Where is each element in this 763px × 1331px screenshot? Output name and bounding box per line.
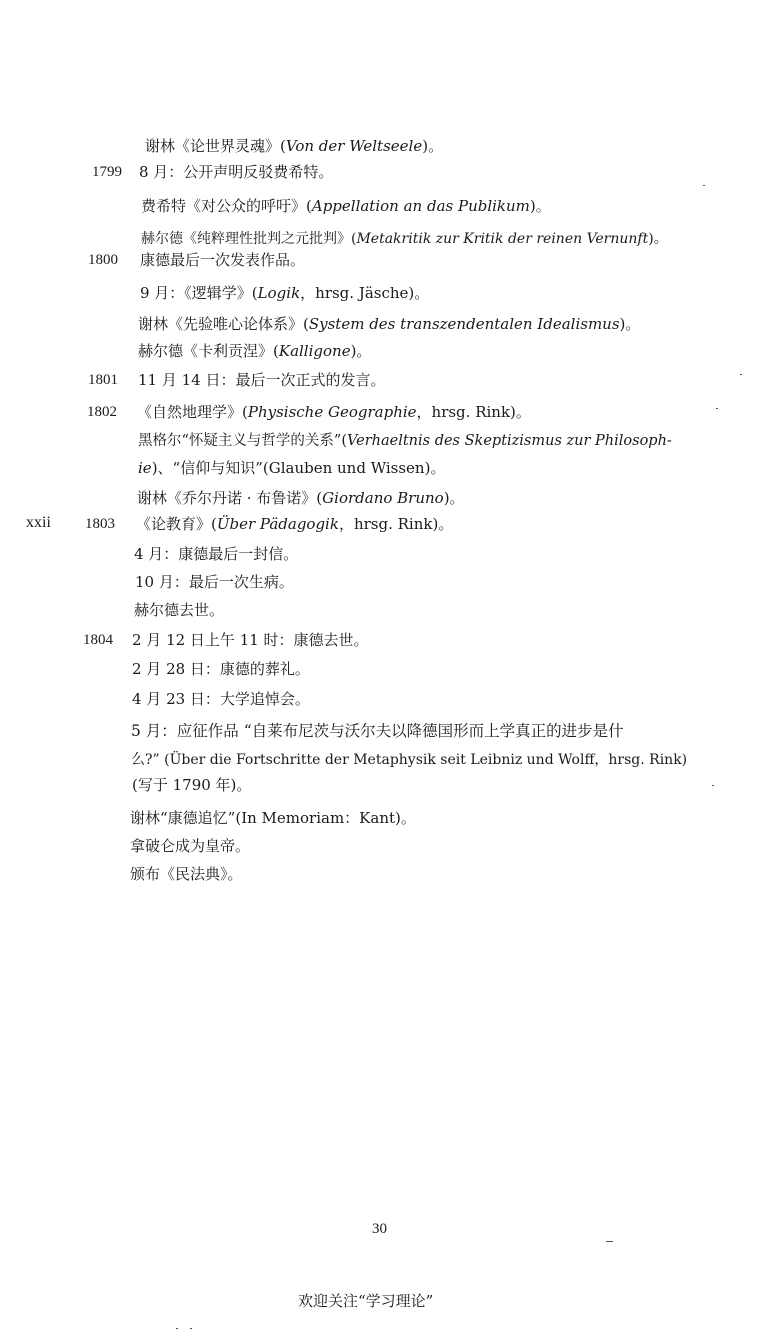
year-label: 1802 — [87, 404, 117, 420]
entry-line — [140, 250, 305, 270]
entry-italic-title: ie — [138, 459, 152, 477]
entry-text: 么?” (Über die Fortschritte der Metaphysik seit Leibniz und Wolff，hrsg. Rink) — [131, 752, 688, 768]
scan-speck — [712, 785, 714, 786]
entry-line — [132, 659, 310, 679]
entry-line — [132, 630, 369, 650]
entry-italic-title: Metakritik zur Kritik der reinen Vernunft — [356, 231, 649, 247]
entry-italic-title: Über Pädagogik — [216, 515, 339, 533]
entry-line — [138, 431, 672, 451]
entry-line — [130, 836, 250, 856]
entry-text: 谢林《论世界灵魂》( — [145, 137, 286, 155]
scan-speck — [740, 374, 742, 375]
entry-line — [138, 458, 445, 478]
entry-line — [141, 196, 551, 216]
entry-text: 10 月：最后一次生病。 — [135, 573, 294, 591]
entry-line — [130, 808, 416, 828]
scan-speck — [606, 1241, 613, 1242]
entry-line — [137, 402, 531, 422]
entry-line — [138, 370, 385, 390]
entry-italic-title: Kalligone — [278, 342, 351, 360]
year-label: 1801 — [88, 372, 118, 388]
scan-speck — [190, 1328, 192, 1329]
entry-text: 谢林《先验唯心论体系》( — [138, 315, 309, 333]
entry-text: 9 月：《逻辑学》( — [140, 284, 258, 302]
entry-text-tail: )。 — [422, 137, 444, 155]
entry-text: 赫尔德《卡利贡涅》( — [138, 342, 279, 360]
entry-line — [130, 864, 243, 884]
entry-italic-title: System des transzendentalen Idealismus — [308, 315, 620, 333]
entry-line — [138, 314, 640, 334]
entry-text-tail: )。 — [350, 342, 372, 360]
entry-text: (写于 1790 年)。 — [132, 776, 252, 794]
entry-line — [134, 600, 224, 620]
entry-line — [136, 514, 453, 534]
entry-line — [131, 750, 687, 770]
entry-line — [140, 283, 429, 303]
year-label: 1800 — [88, 252, 118, 268]
entry-line — [135, 572, 294, 592]
scan-speck — [716, 408, 718, 409]
entry-italic-title: Appellation an das Publikum — [311, 197, 530, 215]
scan-speck — [703, 185, 705, 186]
scan-speck — [176, 1328, 178, 1329]
entry-text: 赫尔德《纯粹理性批判之元批判》( — [141, 231, 357, 247]
entry-text-tail: ，hrsg. Jäsche)。 — [300, 284, 430, 302]
entry-text: 《自然地理学》( — [137, 403, 248, 421]
entry-text: 颁布《民法典》。 — [130, 865, 243, 883]
entry-text-tail: ，hrsg. Rink)。 — [338, 515, 454, 533]
year-label: 1803 — [85, 516, 115, 532]
page-number: 30 — [372, 1221, 387, 1237]
entry-italic-title: Von der Weltseele — [285, 137, 423, 155]
margin-page-label: xxii — [26, 514, 51, 531]
entry-italic-title: Logik — [257, 284, 301, 302]
entry-line — [138, 341, 371, 361]
entry-text: 《论教育》( — [136, 515, 217, 533]
entry-text-tail: )。 — [529, 197, 551, 215]
footer-text: 欢迎关注“学习理论” — [298, 1292, 434, 1310]
entry-line — [131, 721, 624, 741]
entry-line — [134, 544, 298, 564]
entry-text: 赫尔德去世。 — [134, 601, 225, 619]
entry-text: 11 月 14 日：最后一次正式的发言。 — [138, 371, 386, 389]
entry-text: 4 月：康德最后一封信。 — [134, 545, 299, 563]
entry-text: 8 月：公开声明反驳费希特。 — [139, 163, 334, 181]
entry-italic-title: Physische Geographie — [247, 403, 417, 421]
entry-text: 2 月 28 日：康德的葬礼。 — [132, 660, 310, 678]
entry-text-tail: ，hrsg. Rink)。 — [416, 403, 531, 421]
entry-text: 4 月 23 日：大学追悼会。 — [132, 690, 310, 708]
entry-line — [132, 689, 310, 709]
entry-text: 5 月：应征作品 “自莱布尼茨与沃尔夫以降德国形而上学真正的进步是什 — [131, 722, 624, 740]
entry-text-tail: )。 — [619, 315, 641, 333]
entry-text-tail: )、“信仰与知识”(Glauben und Wissen)。 — [151, 459, 446, 477]
entry-line — [137, 488, 465, 508]
entry-text: 费希特《对公众的呼吁》( — [141, 197, 312, 215]
entry-text: 康德最后一次发表作品。 — [140, 251, 306, 269]
entry-text: 黑格尔“怀疑主义与哲学的关系”( — [138, 433, 347, 449]
entry-text: 拿破仑成为皇帝。 — [130, 837, 251, 855]
entry-italic-title: Verhaeltnis des Skeptizismus zur Philosoph- — [346, 433, 672, 449]
entry-text-tail: )。 — [443, 489, 465, 507]
year-label: 1804 — [83, 632, 113, 648]
entry-line — [145, 136, 443, 156]
entry-text: 谢林“康德追忆”(In Memoriam：Kant)。 — [130, 809, 416, 827]
year-label: 1799 — [92, 164, 122, 180]
entry-italic-title: Giordano Bruno — [322, 489, 444, 507]
entry-text-tail: )。 — [648, 231, 668, 247]
entry-line — [141, 229, 668, 249]
entry-line — [139, 162, 333, 182]
entry-text: 2 月 12 日上午 11 时：康德去世。 — [132, 631, 369, 649]
entry-line — [132, 775, 251, 795]
entry-text: 谢林《乔尔丹诺 · 布鲁诺》( — [137, 489, 323, 507]
